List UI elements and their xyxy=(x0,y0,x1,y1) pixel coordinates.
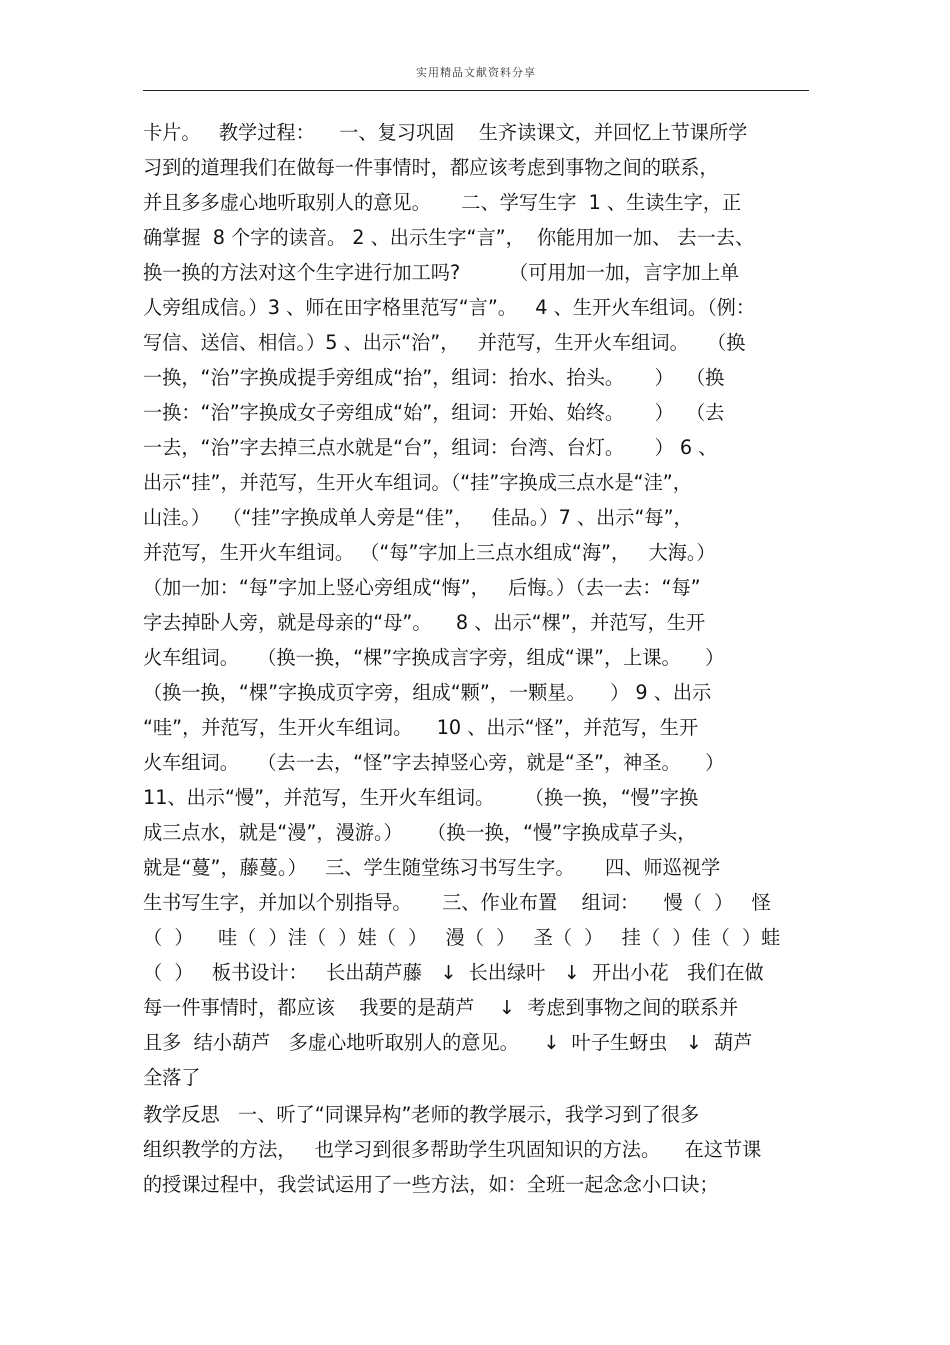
text-line: 一去，“治”字去掉三点水就是“台”，组词：台湾、台灯。 ） 6 、 xyxy=(143,436,718,459)
text-line: 并且多多虚心地听取别人的意见。 二、学写生字 1 、生读生字，正 xyxy=(143,191,742,214)
text-line: 教学反思 一、听了“同课异构”老师的教学展示，我学习到了很多 xyxy=(143,1103,700,1126)
text-line: 换一换的方法对这个生字进行加工吗? （可用加一加，言字加上单 xyxy=(143,261,740,284)
text-line: 确掌握 8 个字的读音。 2 、出示生字“言”， 你能用加一加、 去一去、 xyxy=(143,226,755,249)
text-line: 一换：“治”字换成女子旁组成“始”，组词：开始、始终。 ） （去 xyxy=(143,401,725,424)
text-line: 出示“挂”，并范写，生开火车组词。（“挂”字换成三点水是“洼”， xyxy=(143,471,692,494)
header-divider xyxy=(143,90,809,91)
text-line: 生书写生字，并加以个别指导。 三、作业布置 组词： 慢（ ） 怪 xyxy=(143,891,771,914)
text-line: 习到的道理我们在做每一件事情时，都应该考虑到事物之间的联系， xyxy=(143,156,719,179)
text-line: 组织教学的方法， 也学习到很多帮助学生巩固知识的方法。 在这节课 xyxy=(143,1138,762,1161)
text-line: 11、出示“慢”，并范写，生开火车组词。 （换一换，“慢”字换 xyxy=(143,786,699,809)
text-line: （加一加：“每”字加上竖心旁组成“悔”， 后悔。）（去一去：“每” xyxy=(143,576,701,599)
text-line: 并范写，生开火车组词。 （“每”字加上三点水组成“海”， 大海。） xyxy=(143,541,716,564)
text-line: 人旁组成信。）3 、师在田字格里范写“言”。 4 、生开火车组词。（例： xyxy=(143,296,756,319)
text-line: （换一换，“棵”字换成页字旁，组成“颗”，一颗星。 ） 9 、出示 xyxy=(143,681,712,704)
page-header: 实用精品文献资料分享 xyxy=(416,66,536,79)
text-line: （ ） 哇（ ）洼（ ）娃（ ） 漫（ ） 圣（ ） 挂（ ）佳（ ）蛙 xyxy=(143,926,781,949)
text-line: （ ） 板书设计： 长出葫芦藤 ↓ 长出绿叶 ↓ 开出小花 我们在做 xyxy=(143,961,764,984)
text-line: 每一件事情时，都应该 我要的是葫芦 ↓ 考虑到事物之间的联系并 xyxy=(143,996,739,1019)
text-line: 卡片。 教学过程： 一、复习巩固 生齐读课文，并回忆上节课所学 xyxy=(143,121,748,144)
text-line: 的授课过程中，我尝试运用了一些方法，如：全班一起念念小口诀； xyxy=(143,1173,719,1196)
text-line: 写信、送信、相信。）5 、出示“治”， 并范写，生开火车组词。 （换 xyxy=(143,331,746,354)
text-line: 全落了 xyxy=(143,1066,201,1089)
text-line: 就是“蔓”，藤蔓。） 三、学生随堂练习书写生字。 四、师巡视学 xyxy=(143,856,721,879)
text-line: 且多 结小葫芦 多虚心地听取别人的意见。 ↓ 叶子生蚜虫 ↓ 葫芦 xyxy=(143,1031,753,1054)
text-line: 火车组词。 （去一去，“怪”字去掉竖心旁，就是“圣”，神圣。 ） xyxy=(143,751,725,774)
text-line: 山洼。） （“挂”字换成单人旁是“佳”， 佳品。）7 、出示“每”， xyxy=(143,506,693,529)
text-line: 一换，“治”字换成提手旁组成“抬”，组词：抬水、抬头。 ） （换 xyxy=(143,366,725,389)
text-line: 字去掉卧人旁，就是母亲的“母”。 8 、出示“棵”，并范写，生开 xyxy=(143,611,706,634)
text-line: “哇”，并范写，生开火车组词。 10 、出示“怪”，并范写，生开 xyxy=(143,716,699,739)
text-line: 火车组词。 （换一换，“棵”字换成言字旁，组成“课”，上课。 ） xyxy=(143,646,725,669)
text-line: 成三点水，就是“漫”，漫游。） （换一换，“慢”字换成草子头， xyxy=(143,821,697,844)
